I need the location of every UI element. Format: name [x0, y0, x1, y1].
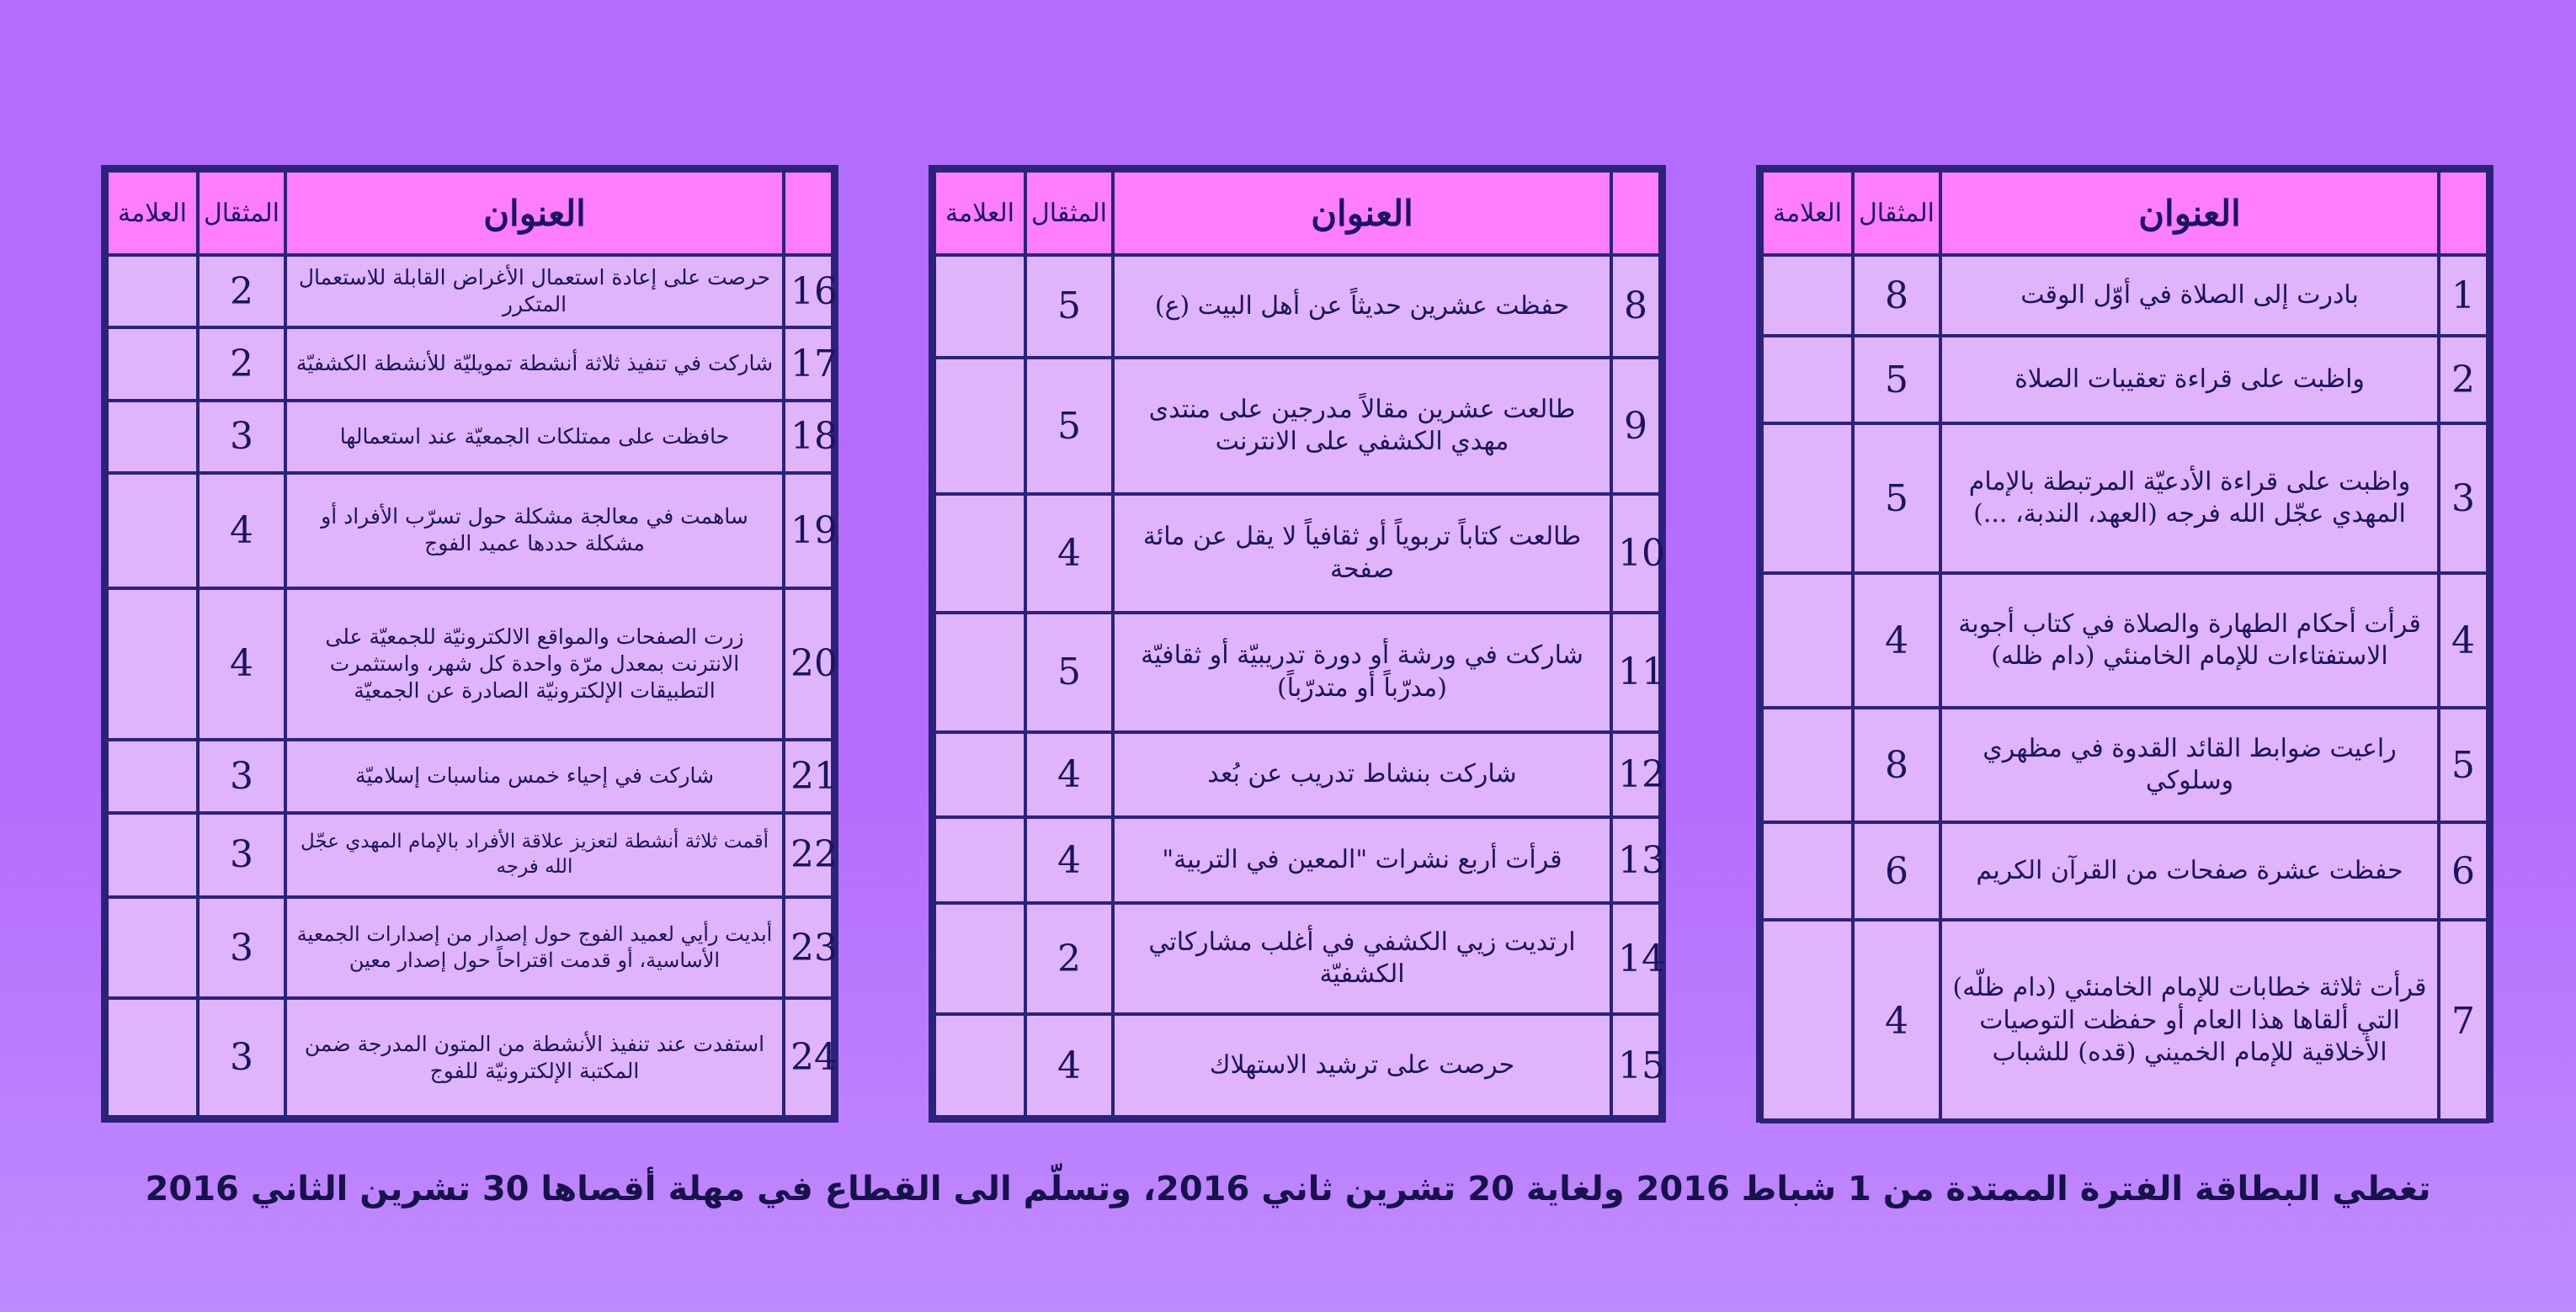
item-title: شاركت بنشاط تدريب عن بُعد — [1113, 732, 1611, 818]
mark-cell — [107, 401, 198, 473]
table-row — [1762, 423, 2488, 573]
item-title: استفدت عند تنفيذ الأنشطة من المتون المدرجة ضمن المكتبة الإلكترونيّة للفوج — [285, 998, 784, 1117]
item-title: قرأت أحكام الطهارة والصلاة في كتاب أجوبة الاستفتاءات للإمام الخامنئي (دام ظله) — [1940, 573, 2439, 708]
weight-cell: 2 — [1025, 903, 1113, 1014]
table-row — [934, 613, 1660, 732]
mark-cell — [934, 613, 1025, 732]
footer-note: تغطي البطاقة الفترة الممتدة من 1 شباط 2016 ولغاية 20 تشرين ثاني 2016، وتسلّم الى القطاع في مهلة أقصاها 30 تشرين الثاني 2016 — [145, 1170, 2431, 1208]
table-row — [934, 358, 1660, 495]
header-title: العنوان — [285, 171, 784, 255]
mark-cell — [934, 903, 1025, 1014]
item-title: طالعت عشرين مقالاً مدرجين على منتدى مهدي الكشفي على الانترنت — [1113, 358, 1611, 495]
item-title: حرصت على ترشيد الاستهلاك — [1113, 1014, 1611, 1117]
header-weight: المثقال — [1025, 171, 1113, 255]
header-row — [1762, 171, 2488, 255]
items-table — [933, 169, 1665, 1118]
mark-cell — [934, 494, 1025, 612]
table-row — [1762, 255, 2488, 336]
mark-cell — [107, 473, 198, 588]
weight-cell: 3 — [198, 998, 285, 1117]
mark-cell — [934, 255, 1025, 358]
item-number: 3 — [2439, 423, 2488, 573]
header-weight: المثقال — [1853, 171, 1940, 255]
table-row — [107, 897, 833, 998]
mark-cell — [107, 897, 198, 998]
table-row — [107, 588, 833, 741]
weight-cell: 4 — [1025, 732, 1113, 818]
table-row — [1762, 708, 2488, 822]
weight-cell: 8 — [1853, 255, 1940, 336]
header-num — [1611, 171, 1660, 255]
mark-cell — [1762, 573, 1853, 708]
item-number: 9 — [1611, 358, 1660, 495]
item-title: أبديت رأيي لعميد الفوج حول إصدار من إصدارات الجمعية الأساسية، أو قدمت اقتراحاً حول إصدار معين — [285, 897, 784, 998]
mark-cell — [107, 588, 198, 741]
weight-cell: 5 — [1853, 336, 1940, 423]
mark-cell — [934, 1014, 1025, 1117]
table-row — [934, 1014, 1660, 1117]
item-number: 16 — [784, 255, 833, 327]
item-title: واظبت على قراءة تعقيبات الصلاة — [1940, 336, 2439, 423]
weight-cell: 5 — [1025, 358, 1113, 495]
header-mark: العلامة — [107, 171, 198, 255]
item-title: شاركت في تنفيذ ثلاثة أنشطة تمويليّة للأنشطة الكشفيّة — [285, 327, 784, 400]
table-row — [107, 327, 833, 400]
weight-cell: 3 — [198, 813, 285, 897]
weight-cell: 4 — [1025, 494, 1113, 612]
item-number: 22 — [784, 813, 833, 897]
item-number: 6 — [2439, 822, 2488, 920]
table-row — [1762, 573, 2488, 708]
header-num — [2439, 171, 2488, 255]
card-3 — [101, 165, 838, 1123]
header-title: العنوان — [1113, 171, 1611, 255]
weight-cell: 4 — [1025, 1014, 1113, 1117]
item-title: حافظت على ممتلكات الجمعيّة عند استعمالها — [285, 401, 784, 473]
item-title: واظبت على قراءة الأدعيّة المرتبطة بالإمام المهدي عجّل الله فرجه (العهد، الندبة، ...) — [1940, 423, 2439, 573]
weight-cell: 2 — [198, 327, 285, 400]
table-row — [934, 732, 1660, 818]
header-mark: العلامة — [934, 171, 1025, 255]
weight-cell: 5 — [1853, 423, 1940, 573]
weight-cell: 3 — [198, 740, 285, 812]
item-title: حرصت على إعادة استعمال الأغراض القابلة للاستعمال المتكرر — [285, 255, 784, 327]
header-row — [934, 171, 1660, 255]
item-number: 8 — [1611, 255, 1660, 358]
table-row — [1762, 920, 2488, 1122]
item-number: 20 — [784, 588, 833, 741]
table-row — [107, 740, 833, 812]
item-number: 4 — [2439, 573, 2488, 708]
table-row — [934, 817, 1660, 903]
item-title: قرأت ثلاثة خطابات للإمام الخامنئي (دام ظلّه) التي ألقاها هذا العام أو حفظت التوصيات الأخلاقية للإمام الخميني (قده) للشباب — [1940, 920, 2439, 1122]
item-title: قرأت أربع نشرات "المعين في التربية" — [1113, 817, 1611, 903]
item-number: 17 — [784, 327, 833, 400]
item-title: شاركت في إحياء خمس مناسبات إسلاميّة — [285, 740, 784, 812]
mark-cell — [107, 255, 198, 327]
item-number: 1 — [2439, 255, 2488, 336]
table-row — [107, 473, 833, 588]
item-title: حفظت عشرين حديثاً عن أهل البيت (ع) — [1113, 255, 1611, 358]
mark-cell — [1762, 336, 1853, 423]
weight-cell: 8 — [1853, 708, 1940, 822]
item-number: 15 — [1611, 1014, 1660, 1117]
header-row — [107, 171, 833, 255]
mark-cell — [107, 740, 198, 812]
item-title: شاركت في ورشة أو دورة تدريبيّة أو ثقافيّة (مدرّباً أو متدرّباً) — [1113, 613, 1611, 732]
table-row — [934, 903, 1660, 1014]
item-number: 13 — [1611, 817, 1660, 903]
table-row — [934, 255, 1660, 358]
weight-cell: 4 — [198, 473, 285, 588]
weight-cell: 3 — [198, 897, 285, 998]
mark-cell — [107, 327, 198, 400]
items-table — [105, 169, 838, 1118]
weight-cell: 5 — [1025, 613, 1113, 732]
header-weight: المثقال — [198, 171, 285, 255]
item-title: حفظت عشرة صفحات من القرآن الكريم — [1940, 822, 2439, 920]
item-title: بادرت إلى الصلاة في أوّل الوقت — [1940, 255, 2439, 336]
mark-cell — [1762, 423, 1853, 573]
weight-cell: 4 — [1853, 573, 1940, 708]
item-number: 10 — [1611, 494, 1660, 612]
table-row — [107, 255, 833, 327]
table-row — [1762, 336, 2488, 423]
card-2 — [929, 165, 1666, 1123]
item-number: 7 — [2439, 920, 2488, 1122]
mark-cell — [107, 998, 198, 1117]
item-title: ارتديت زيي الكشفي في أغلب مشاركاتي الكشفيّة — [1113, 903, 1611, 1014]
table-row — [934, 494, 1660, 612]
item-number: 21 — [784, 740, 833, 812]
mark-cell — [934, 817, 1025, 903]
item-title: ساهمت في معالجة مشكلة حول تسرّب الأفراد أو مشكلة حددها عميد الفوج — [285, 473, 784, 588]
item-number: 2 — [2439, 336, 2488, 423]
table-row — [107, 998, 833, 1117]
header-title: العنوان — [1940, 171, 2439, 255]
mark-cell — [1762, 255, 1853, 336]
weight-cell: 4 — [1025, 817, 1113, 903]
item-title: راعيت ضوابط القائد القدوة في مظهري وسلوكي — [1940, 708, 2439, 822]
mark-cell — [1762, 822, 1853, 920]
header-mark: العلامة — [1762, 171, 1853, 255]
item-title: طالعت كتاباً تربوياً أو ثقافياً لا يقل عن مائة صفحة — [1113, 494, 1611, 612]
item-number: 18 — [784, 401, 833, 473]
weight-cell: 5 — [1025, 255, 1113, 358]
weight-cell: 6 — [1853, 822, 1940, 920]
table-row — [107, 813, 833, 897]
item-title: زرت الصفحات والمواقع الالكترونيّة للجمعيّة على الانترنت بمعدل مرّة واحدة كل شهر، واستثمرت التطبيقات الإلكترونيّة الصادرة عن الجمعيّة — [285, 588, 784, 741]
table-row — [1762, 822, 2488, 920]
weight-cell: 2 — [198, 255, 285, 327]
item-title: أقمت ثلاثة أنشطة لتعزيز علاقة الأفراد بالإمام المهدي عجّل الله فرجه — [285, 813, 784, 897]
item-number: 14 — [1611, 903, 1660, 1014]
mark-cell — [1762, 708, 1853, 822]
card-1 — [1756, 165, 2494, 1123]
item-number: 12 — [1611, 732, 1660, 818]
items-table — [1760, 169, 2489, 1123]
item-number: 24 — [784, 998, 833, 1117]
mark-cell — [107, 813, 198, 897]
weight-cell: 4 — [1853, 920, 1940, 1122]
mark-cell — [934, 358, 1025, 495]
header-num — [784, 171, 833, 255]
mark-cell — [934, 732, 1025, 818]
item-number: 11 — [1611, 613, 1660, 732]
weight-cell: 4 — [198, 588, 285, 741]
table-row — [107, 401, 833, 473]
item-number: 23 — [784, 897, 833, 998]
mark-cell — [1762, 920, 1853, 1122]
item-number: 5 — [2439, 708, 2488, 822]
weight-cell: 3 — [198, 401, 285, 473]
item-number: 19 — [784, 473, 833, 588]
